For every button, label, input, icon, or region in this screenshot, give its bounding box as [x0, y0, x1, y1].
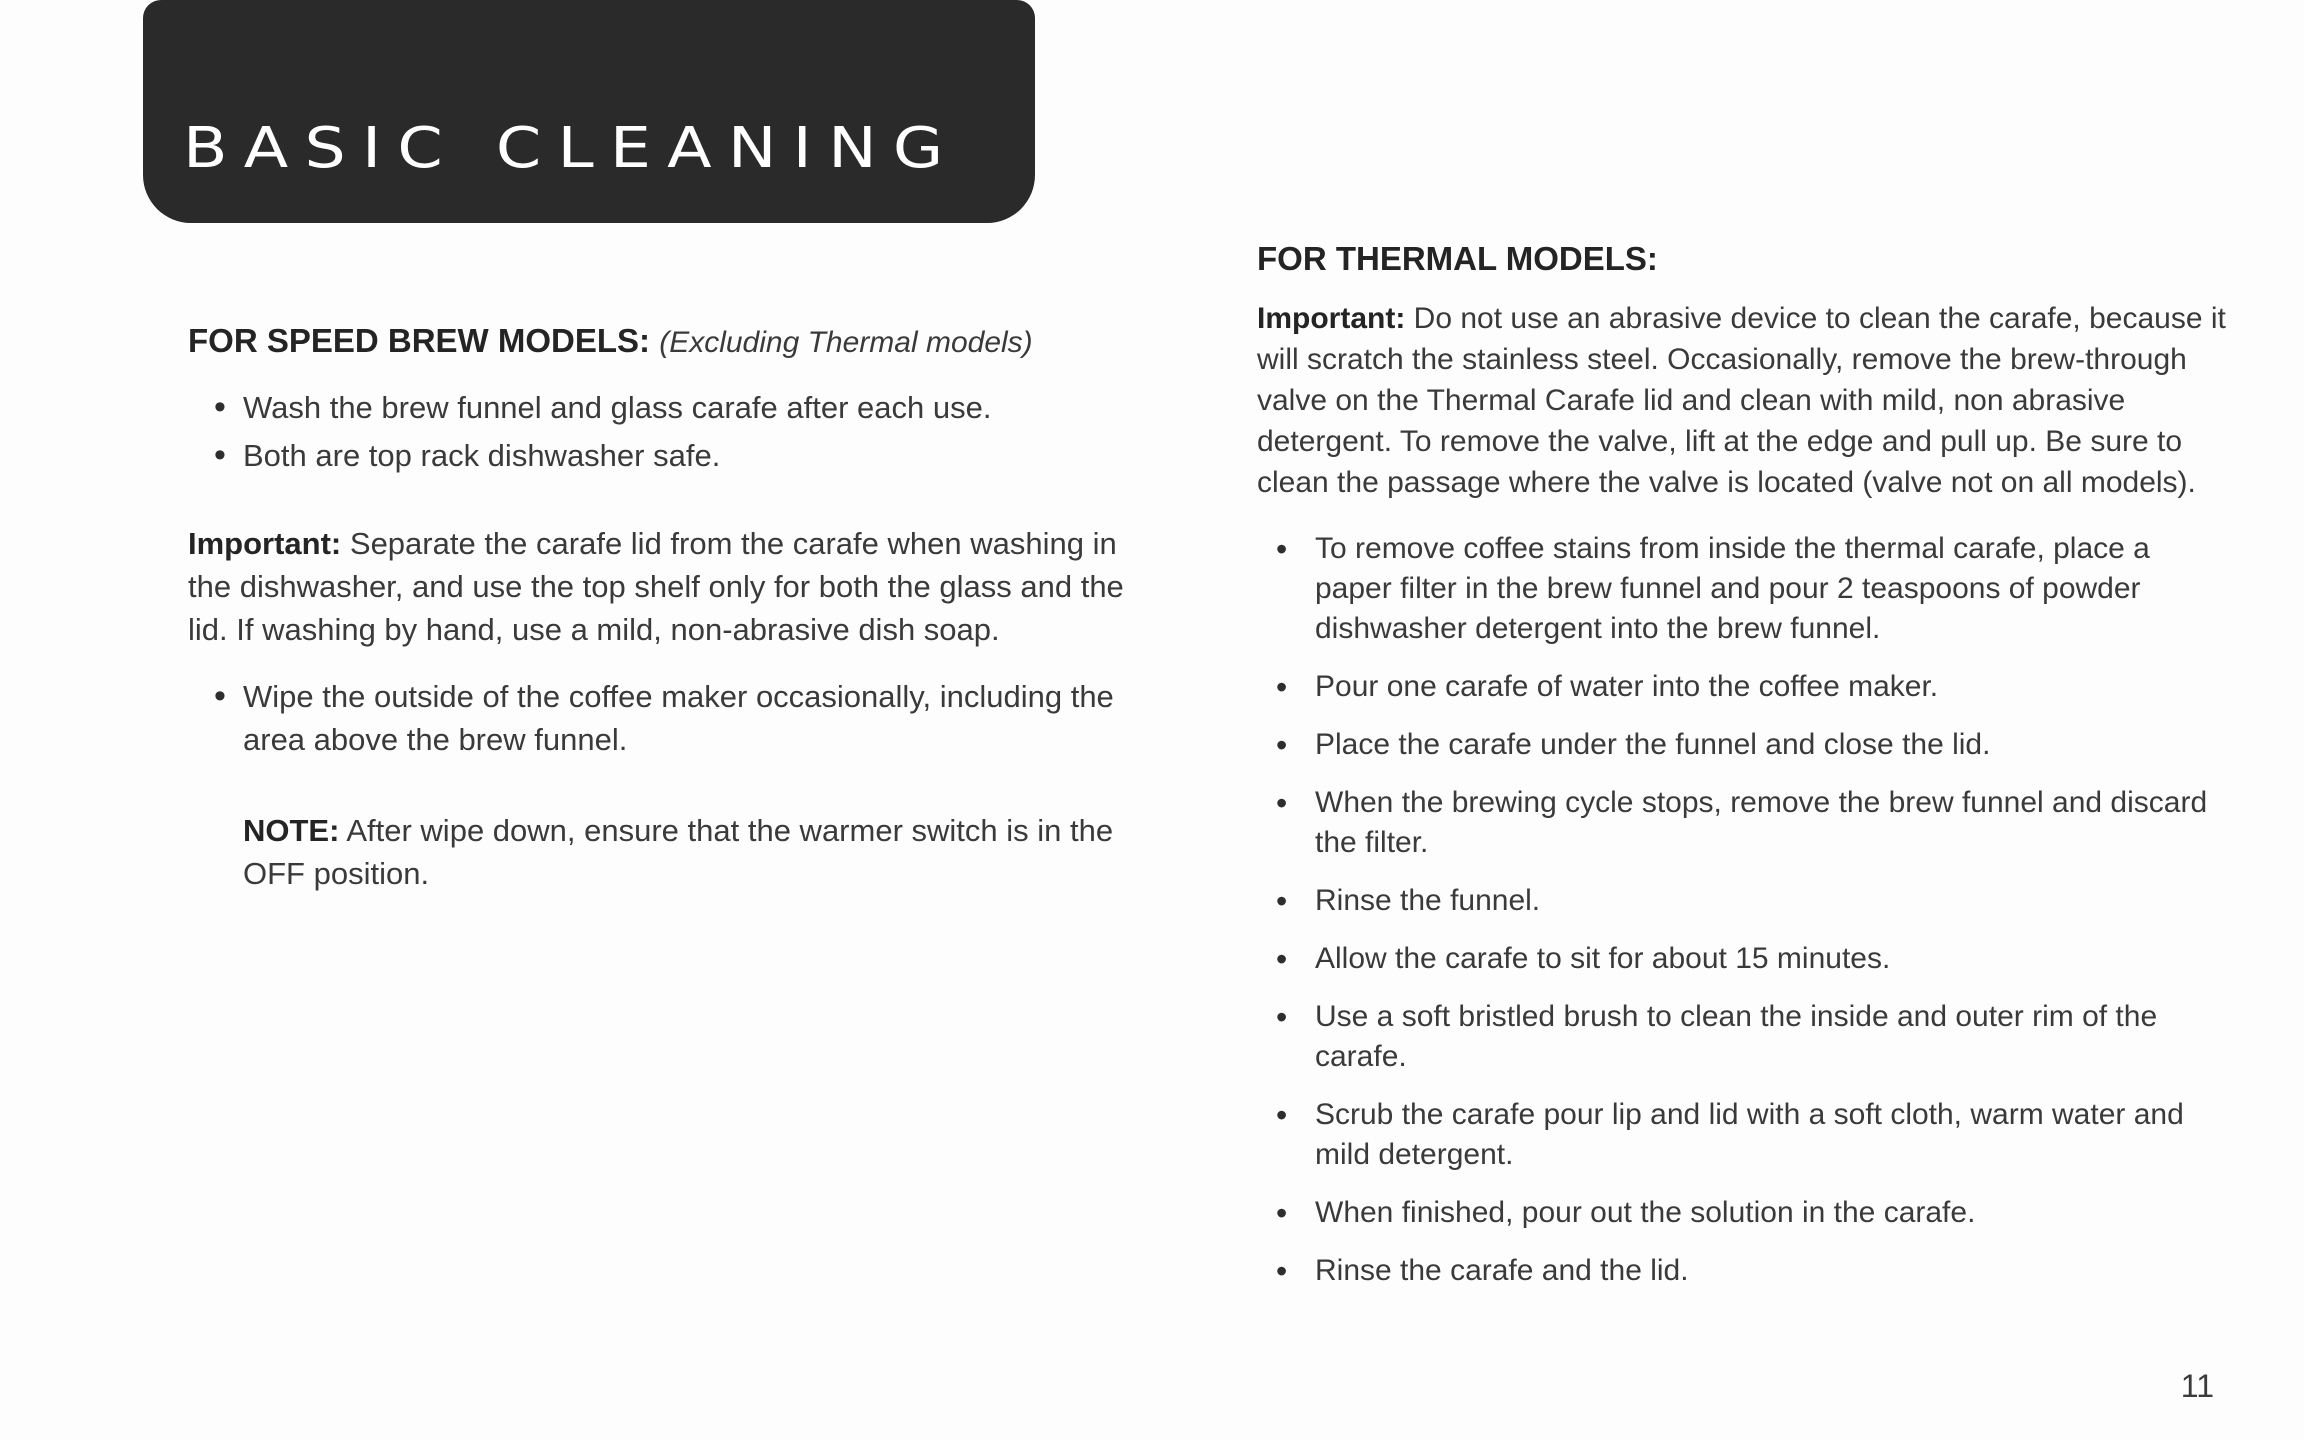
- thermal-bullet-list: [1257, 529, 2233, 1291]
- important-text: Separate the carafe lid from the carafe when washing in the dishwasher, and use the top shelf only for both the glass and the lid. If washing by hand, use a mild, non-abrasive dish soap.: [188, 526, 1124, 647]
- speed-brew-important-paragraph: [188, 522, 1140, 651]
- list-item: • Wash the brew funnel and glass carafe after each use.: [188, 386, 1140, 429]
- important-label: Important:: [1257, 302, 1406, 335]
- list-item: • Wipe the outside of the coffee maker occasionally, including the area above the brew funnel.: [188, 675, 1140, 761]
- page-title: BASIC CLEANING: [183, 116, 960, 181]
- note-text: After wipe down, ensure that the warmer switch is in the OFF position.: [243, 813, 1114, 891]
- right-column: [1257, 236, 2233, 1309]
- left-column: [188, 318, 1140, 895]
- note-label: NOTE:: [243, 813, 340, 848]
- speed-brew-heading-note: (Excluding Thermal models): [659, 326, 1033, 359]
- list-item: • Pour one carafe of water into the coffee maker.: [1257, 667, 2233, 707]
- thermal-heading-label: FOR THERMAL MODELS:: [1257, 240, 1658, 277]
- list-item: • When finished, pour out the solution in the carafe.: [1257, 1193, 2233, 1233]
- list-item: • When the brewing cycle stops, remove the brew funnel and discard the filter.: [1257, 783, 2233, 863]
- list-item: • Rinse the carafe and the lid.: [1257, 1251, 2233, 1291]
- list-item: • Both are top rack dishwasher safe.: [188, 434, 1140, 477]
- thermal-heading: [1257, 236, 2233, 282]
- important-label: Important:: [188, 526, 342, 561]
- section-title-banner: [143, 0, 1035, 223]
- speed-brew-bullet-list-2: [188, 675, 1140, 761]
- list-item: • Use a soft bristled brush to clean the inside and outer rim of the carafe.: [1257, 997, 2233, 1077]
- list-item: • Allow the carafe to sit for about 15 minutes.: [1257, 939, 2233, 979]
- speed-brew-heading: [188, 318, 1140, 366]
- list-item: • Rinse the funnel.: [1257, 881, 2233, 921]
- important-text: Do not use an abrasive device to clean the carafe, because it will scratch the stainless steel. Occasionally, remove the brew-through valve on the Thermal Carafe lid and clean with mild, non abrasive detergent. To remove the valve, lift at the edge and pull up. Be sure to clean the passage where the valve is located (valve not on all models).: [1257, 302, 2226, 499]
- speed-brew-heading-label: FOR SPEED BREW MODELS:: [188, 322, 651, 359]
- list-item: • Scrub the carafe pour lip and lid with a soft cloth, warm water and mild detergent.: [1257, 1095, 2233, 1175]
- note-paragraph: [188, 809, 1140, 895]
- thermal-important-paragraph: [1257, 298, 2233, 503]
- speed-brew-bullet-list: [188, 386, 1140, 477]
- page-number: 11: [2180, 1368, 2214, 1404]
- list-item: • Place the carafe under the funnel and close the lid.: [1257, 725, 2233, 765]
- list-item: • To remove coffee stains from inside the thermal carafe, place a paper filter in the brew funnel and pour 2 teaspoons of powder dishwasher detergent into the brew funnel.: [1257, 529, 2233, 649]
